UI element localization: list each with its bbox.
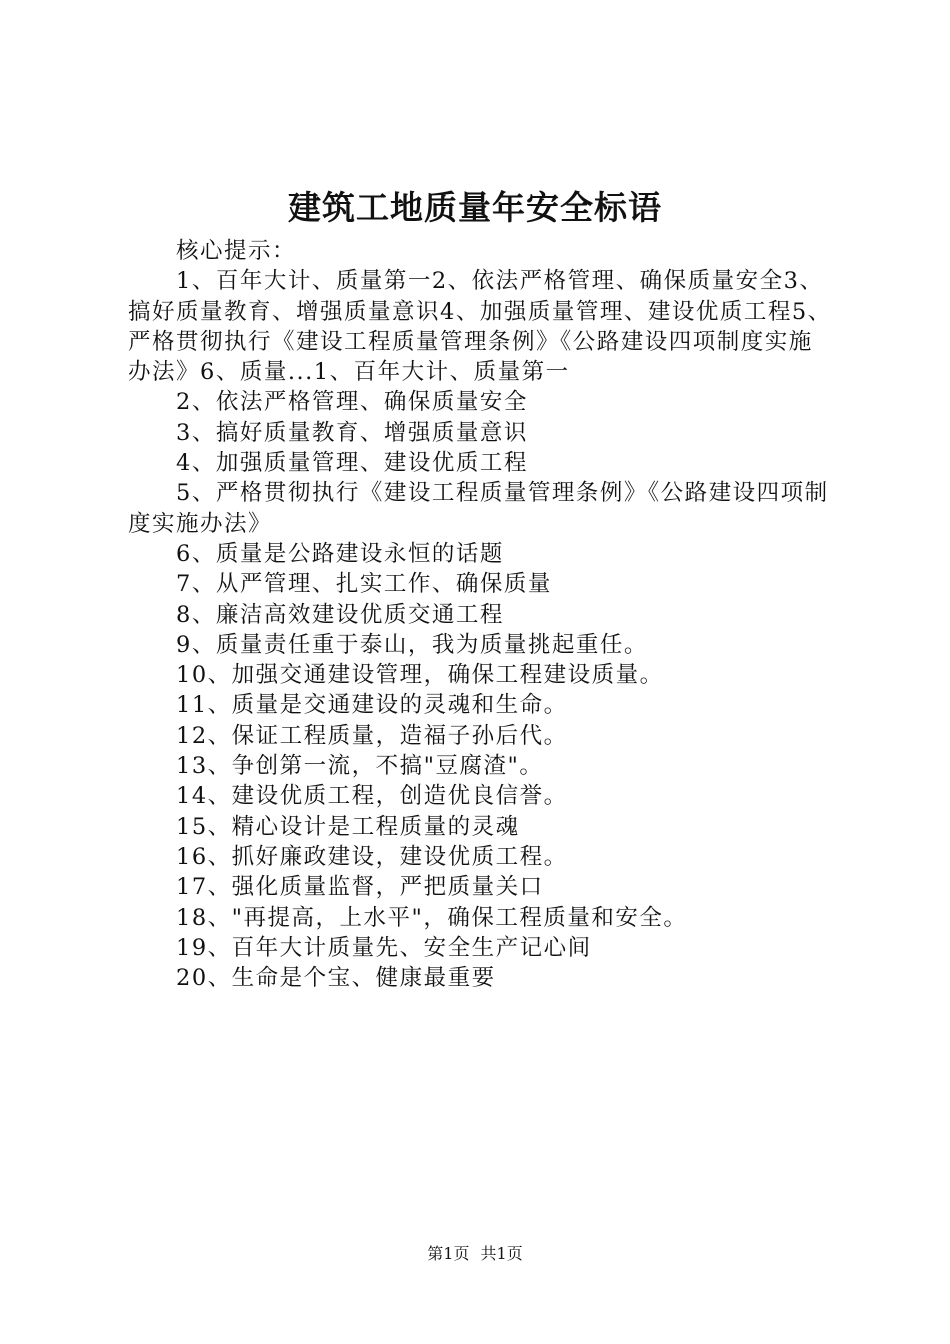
slogan-item: 9、质量责任重于泰山，我为质量挑起重任。: [176, 631, 648, 658]
document-body: [128, 236, 834, 993]
document-title: 建筑工地质量年安全标语: [288, 188, 662, 227]
slogan-item: 8、廉洁高效建设优质交通工程: [176, 601, 504, 628]
slogan-item: 10、加强交通建设管理，确保工程建设质量。: [176, 662, 664, 689]
slogan-item: 3、搞好质量教育、增强质量意识: [176, 419, 528, 446]
slogan-item: 4、加强质量管理、建设优质工程: [176, 450, 528, 477]
page-number: 第1页: [427, 1244, 470, 1263]
slogan-item: 7、从严管理、扎实工作、确保质量: [176, 571, 552, 598]
slogan-item: 14、建设优质工程，创造优良信誉。: [176, 783, 568, 810]
slogan-item: 20、生命是个宝、健康最重要: [176, 965, 496, 992]
slogan-item: 18、"再提高，上水平"，确保工程质量和安全。: [176, 904, 688, 931]
slogan-item: 16、抓好廉政建设，建设优质工程。: [176, 843, 568, 870]
slogan-item: 17、强化质量监督，严把质量关口: [176, 874, 544, 901]
slogan-item: 15、精心设计是工程质量的灵魂: [176, 813, 520, 840]
slogan-item: 19、百年大计质量先、安全生产记心间: [176, 934, 592, 961]
page-total: 共1页: [480, 1244, 523, 1263]
slogan-item: 2、依法严格管理、确保质量安全: [176, 389, 528, 416]
slogan-item: 12、保证工程质量，造福子孙后代。: [176, 722, 568, 749]
slogan-item: 11、质量是交通建设的灵魂和生命。: [176, 692, 568, 719]
slogan-item: 6、质量是公路建设永恒的话题: [176, 540, 504, 567]
paragraph-summary: 1、百年大计、质量第一2、依法严格管理、确保质量安全3、搞好质量教育、增强质量意识4、加强质量管理、建设优质工程5、严格贯彻执行《建设工程质量管理条例》《公路建设四项制度实施办法》6、质量...1、百年大计、质量第一: [128, 268, 832, 386]
page-footer: [0, 1243, 950, 1265]
slogan-item: 13、争创第一流，不搞"豆腐渣"。: [176, 753, 544, 780]
paragraph-intro: 核心提示：: [176, 238, 297, 264]
slogan-item: 5、严格贯彻执行《建设工程质量管理条例》《公路建设四项制度实施办法》: [128, 480, 829, 537]
